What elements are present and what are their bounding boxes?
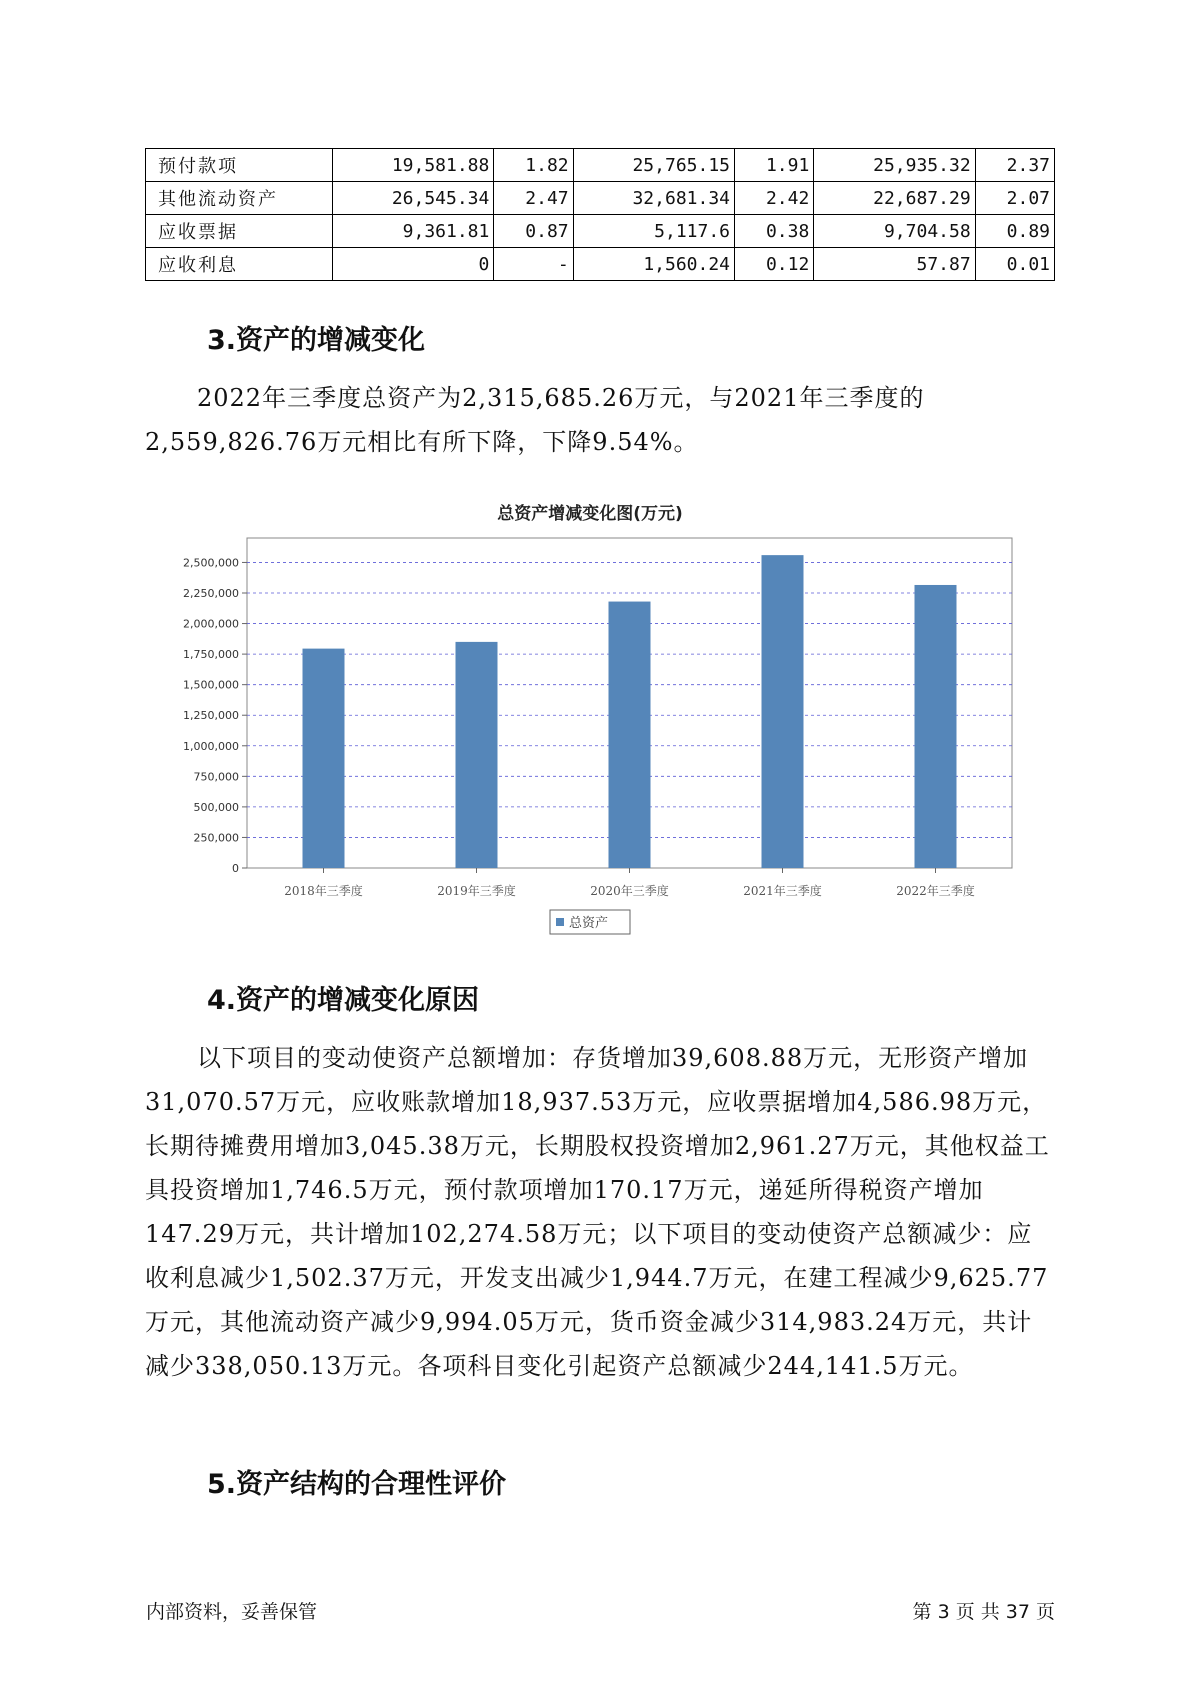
x-tick-label: 2018年三季度 (284, 884, 363, 898)
table-cell: 0.12 (735, 248, 814, 281)
table-cell: 0.38 (735, 215, 814, 248)
bar (915, 585, 957, 868)
y-tick-label: 2,500,000 (183, 556, 239, 570)
table-cell: 0 (333, 248, 494, 281)
section-5-heading: 5.资产结构的合理性评价 (207, 1469, 507, 1500)
table-cell: 32,681.34 (573, 182, 734, 215)
y-tick-label: 750,000 (193, 770, 239, 784)
row-label: 其他流动资产 (146, 182, 333, 215)
legend-label: 总资产 (569, 916, 609, 931)
row-label: 预付款项 (146, 149, 333, 182)
footer-left: 内部资料，妥善保管 (146, 1601, 318, 1623)
table-cell: - (494, 248, 573, 281)
y-tick-label: 500,000 (193, 800, 239, 814)
section-3-heading: 3.资产的增减变化 (207, 325, 426, 356)
bar (303, 649, 345, 868)
bar (762, 555, 804, 868)
legend-swatch (556, 918, 564, 926)
table-cell: 5,117.6 (573, 215, 734, 248)
y-tick-label: 250,000 (193, 831, 239, 845)
table-cell: 25,765.15 (573, 149, 734, 182)
y-tick-label: 1,250,000 (183, 709, 239, 723)
row-label: 应收利息 (146, 248, 333, 281)
table-cell: 0.87 (494, 215, 573, 248)
table-cell: 2.47 (494, 182, 573, 215)
bar (456, 642, 498, 868)
y-tick-label: 2,000,000 (183, 617, 239, 631)
table-cell: 1.91 (735, 149, 814, 182)
section-3-text: 2022年三季度总资产为2,315,685.26万元，与2021年三季度的2,559,826.76万元相比有所下降，下降9.54%。 (145, 384, 925, 456)
table-row (146, 149, 1055, 182)
table-cell: 22,687.29 (814, 182, 975, 215)
table-cell: 9,361.81 (333, 215, 494, 248)
y-tick-label: 2,250,000 (183, 587, 239, 600)
table-row (146, 182, 1055, 215)
bar (609, 602, 651, 868)
page-number: 第 3 页 共 37 页 (912, 1601, 1055, 1623)
table-cell: 2.07 (975, 182, 1054, 215)
total-assets-bar-chart (155, 495, 1025, 945)
y-tick-label: 0 (232, 862, 239, 875)
x-tick-label: 2022年三季度 (896, 884, 975, 898)
table-cell: 1.82 (494, 149, 573, 182)
chart-title: 总资产增减变化图(万元) (497, 504, 683, 524)
x-tick-label: 2021年三季度 (743, 884, 822, 898)
row-label: 应收票据 (146, 215, 333, 248)
y-tick-label: 1,500,000 (183, 678, 239, 692)
table-cell: 9,704.58 (814, 215, 975, 248)
section-4-paragraph (145, 1036, 1055, 1388)
table-row (146, 248, 1055, 281)
table-cell: 1,560.24 (573, 248, 734, 281)
section-3-paragraph (145, 376, 1055, 464)
table-cell: 0.89 (975, 215, 1054, 248)
table-cell: 26,545.34 (333, 182, 494, 215)
table-cell: 2.42 (735, 182, 814, 215)
x-tick-label: 2020年三季度 (590, 884, 669, 898)
y-tick-label: 1,000,000 (183, 739, 239, 753)
asset-table (145, 148, 1055, 281)
x-tick-label: 2019年三季度 (437, 884, 516, 898)
y-tick-label: 1,750,000 (183, 648, 239, 662)
table-cell: 2.37 (975, 149, 1054, 182)
table-row (146, 215, 1055, 248)
section-4-heading: 4.资产的增减变化原因 (207, 985, 480, 1016)
section-4-text: 以下项目的变动使资产总额增加：存货增加39,608.88万元，无形资产增加31,070.57万元，应收账款增加18,937.53万元，应收票据增加4,586.98万元，长期待摊费用增加3,045.38万元，长期股权投资增加2,961.27万元，其他权益工具投资增加1,746.5万元，预付款项增加170.17万元，递延所得税资产增加147.29万元，共计增加102,274.58万元；以下项目的变动使资产总额减少：应收利息减少1,502.37万元，开发支出减少1,944.7万元，在建工程减少9,625.77万元，其他流动资产减少9,994.05万元，货币资金减少314,983.24万元，共计减少338,050.13万元。各项科目变化引起资产总额减少244,141.5万元。 (145, 1044, 1050, 1380)
table-cell: 19,581.88 (333, 149, 494, 182)
table-cell: 25,935.32 (814, 149, 975, 182)
table-cell: 0.01 (975, 248, 1054, 281)
table-cell: 57.87 (814, 248, 975, 281)
